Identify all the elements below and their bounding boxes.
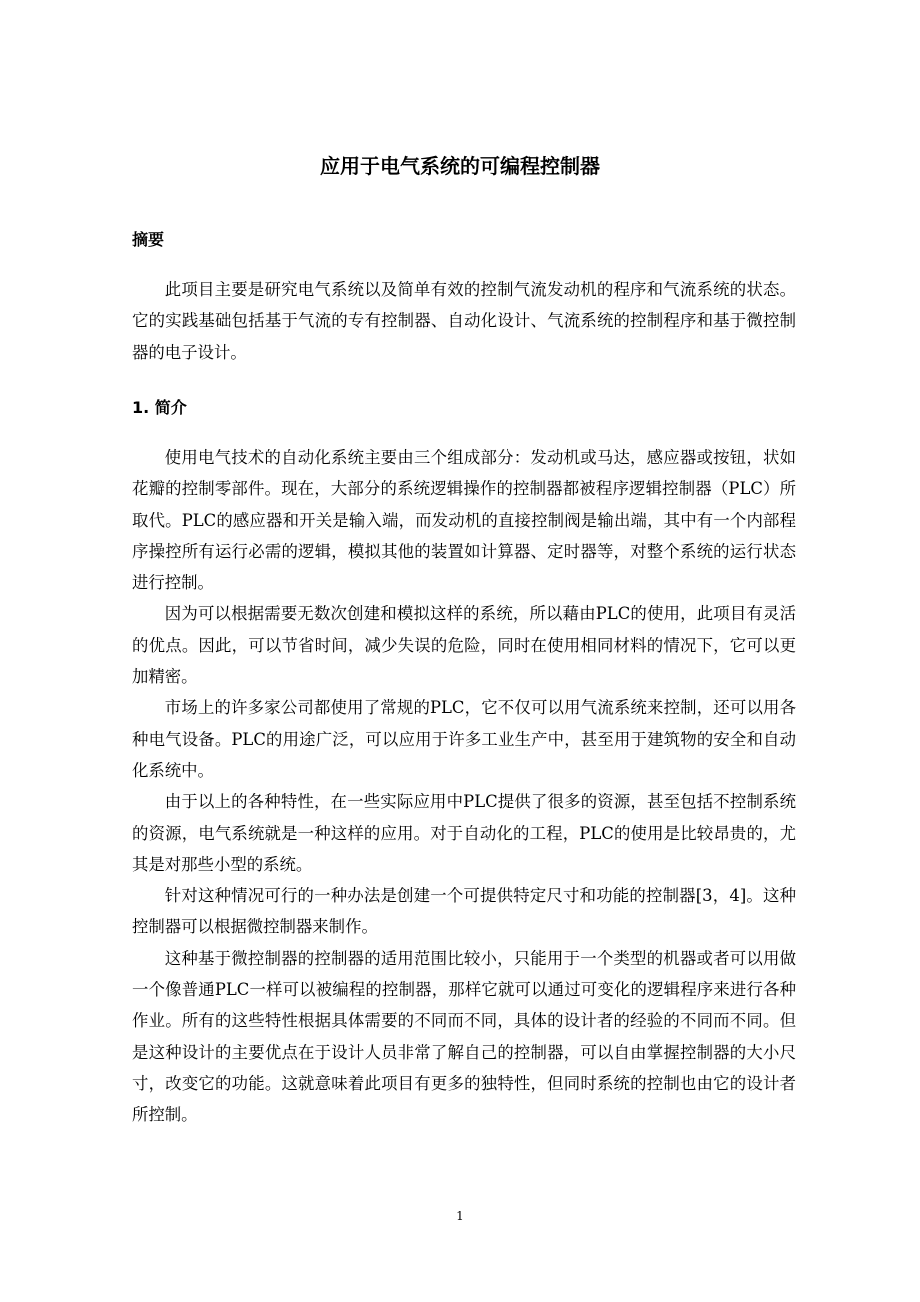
intro-paragraph-6: 这种基于微控制器的控制器的适用范围比较小，只能用于一个类型的机器或者可以用做一个像普通PLC一样可以被编程的控制器，那样它就可以通过可变化的逻辑程序来进行各种作业。所有的这些特性根据具体需要的不同而不同，具体的设计者的经验的不同而不同。但是这种设计的主要优点在于设计人员非常了解自己的控制器，可以自由掌握控制器的大小尺寸，改变它的功能。这就意味着此项目有更多的独特性，但同时系统的控制也由它的设计者所控制。 <box>132 948 796 1125</box>
intro-section-heading: 1. 简介 <box>132 398 187 417</box>
intro-paragraph-5: 针对这种情况可行的一种办法是创建一个可提供特定尺寸和功能的控制器[3，4]。这种控制器可以根据微控制器来制作。 <box>132 886 796 937</box>
intro-paragraph-3: 市场上的许多家公司都使用了常规的PLC，它不仅可以用气流系统来控制，还可以用各种电气设备。PLC的用途广泛，可以应用于许多工业生产中，甚至用于建筑物的安全和自动化系统中。 <box>132 698 796 780</box>
intro-paragraph-4: 由于以上的各种特性，在一些实际应用中PLC提供了很多的资源，甚至包括不控制系统的资源，电气系统就是一种这样的应用。对于自动化的工程，PLC的使用是比较昂贵的，尤其是对那些小型的系统。 <box>132 792 796 874</box>
intro-paragraph-2: 因为可以根据需要无数次创建和模拟这样的系统，所以藉由PLC的使用，此项目有灵活的优点。因此，可以节省时间，减少失误的危险，同时在使用相同材料的情况下，它可以更加精密。 <box>132 604 796 687</box>
abstract-body <box>132 274 796 368</box>
intro-paragraph-1: 使用电气技术的自动化系统主要由三个组成部分：发动机或马达，感应器或按钮，状如花瓣的控制零部件。现在，大部分的系统逻辑操作的控制器都被程序逻辑控制器（PLC）所取代。PLC的感应器和开关是输入端，而发动机的直接控制阀是输出端，其中有一个内部程序操控所有运行必需的逻辑，模拟其他的装置如计算器、定时器等，对整个系统的运行状态进行控制。 <box>132 448 796 593</box>
abstract-heading: 摘要 <box>132 230 165 249</box>
document-title: 应用于电气系统的可编程控制器 <box>320 154 600 178</box>
page-number: 1 <box>456 1209 464 1223</box>
abstract-paragraph: 此项目主要是研究电气系统以及简单有效的控制气流发动机的程序和气流系统的状态。它的实践基础包括基于气流的专有控制器、自动化设计、气流系统的控制程序和基于微控制器的电子设计。 <box>132 280 796 362</box>
intro-section-body <box>132 442 796 1131</box>
